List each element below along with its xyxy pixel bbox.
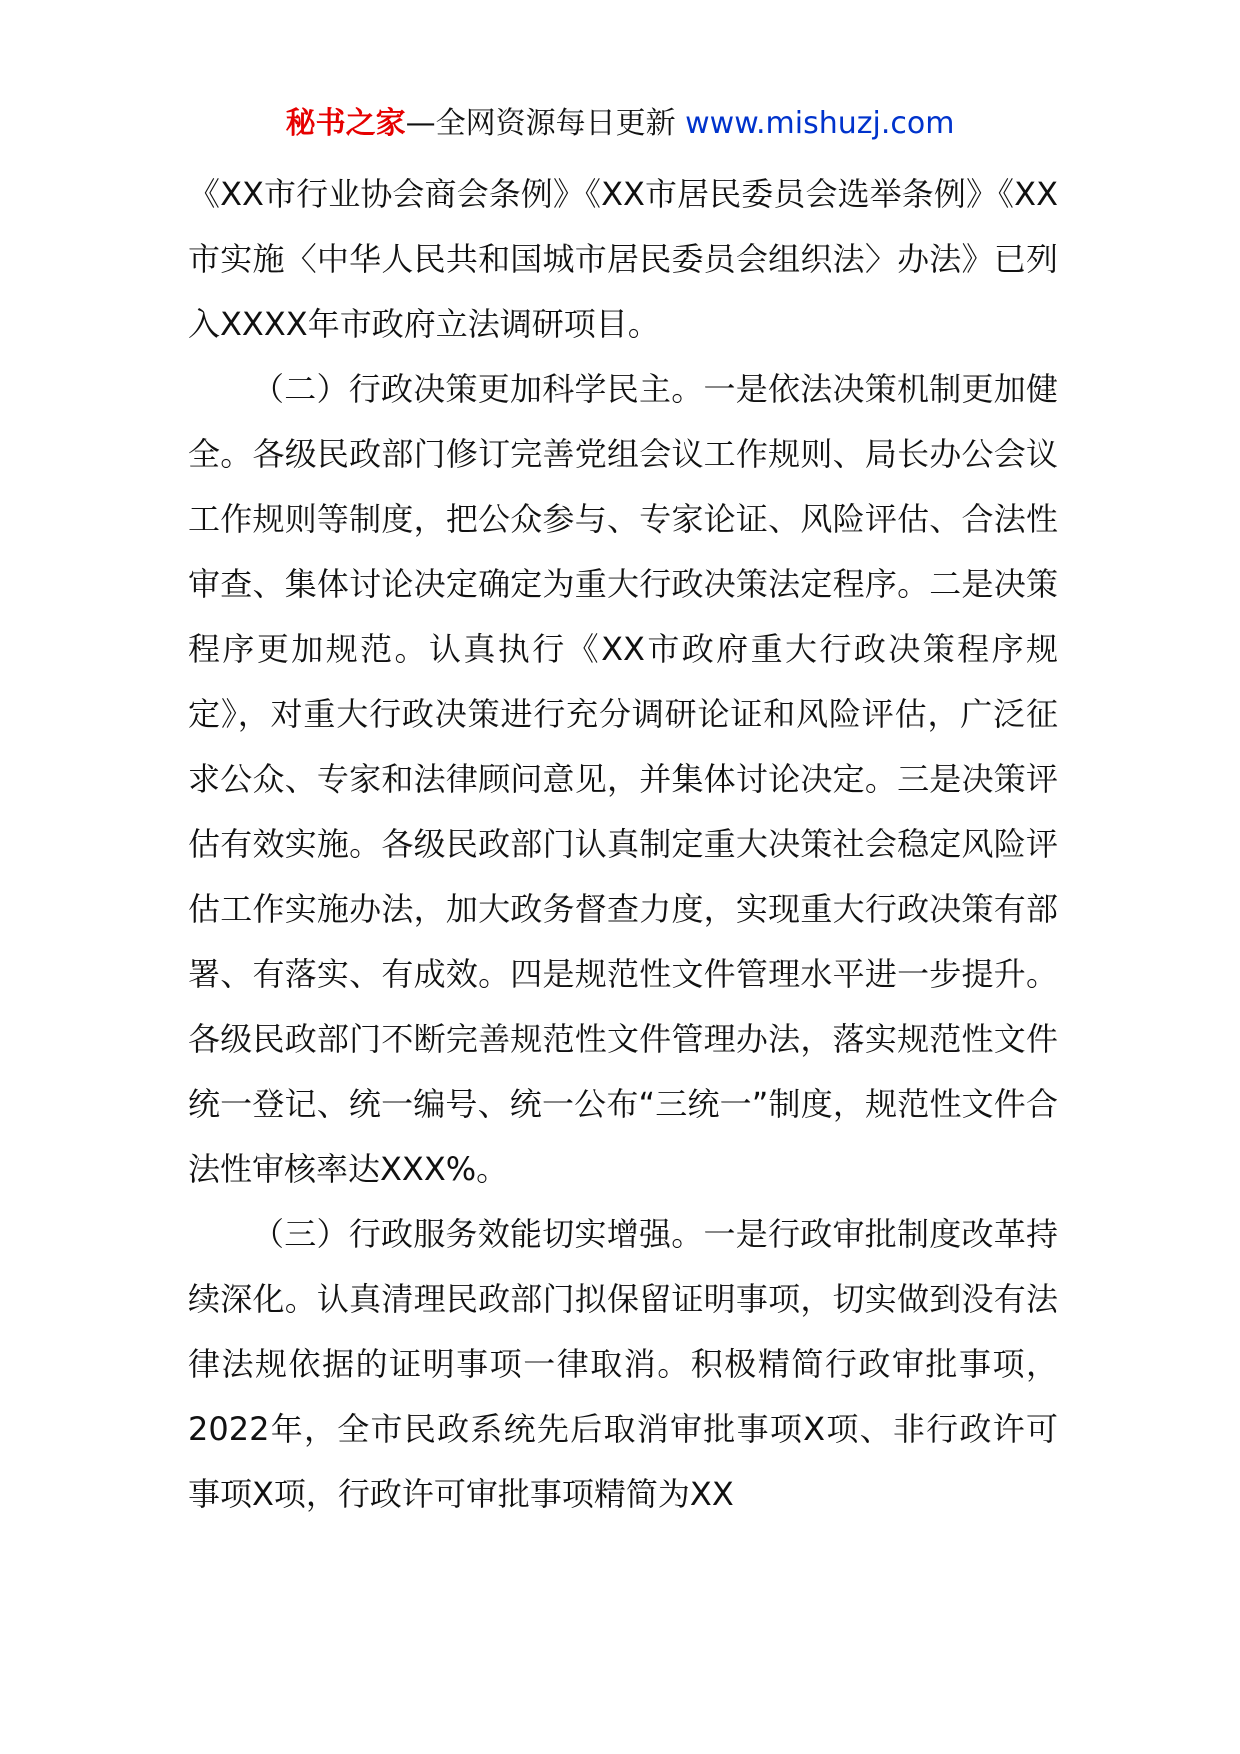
paragraph-section-3: （三）行政服务效能切实增强。一是行政审批制度改革持续深化。认真清理民政部门拟保留证明事项，切实做到没有法律法规依据的证明事项一律取消。积极精简行政审批事项，2022年，全市民政系统先后取消审批事项X项、非行政许可事项X项，行政许可审批事项精简为XX <box>188 1215 1058 1513</box>
site-url-link[interactable]: www.mishuzj.com <box>685 106 955 141</box>
site-tagline: —全网资源每日更新 <box>405 106 676 141</box>
document-body <box>188 162 1058 1527</box>
site-header <box>0 104 1240 144</box>
paragraph-section-2: （二）行政决策更加科学民主。一是依法决策机制更加健全。各级民政部门修订完善党组会议工作规则、局长办公会议工作规则等制度，把公众参与、专家论证、风险评估、合法性审查、集体讨论决定确定为重大行政决策法定程序。二是决策程序更加规范。认真执行《XX市政府重大行政决策程序规定》，对重大行政决策进行充分调研论证和风险评估，广泛征求公众、专家和法律顾问意见，并集体讨论决定。三是决策评估有效实施。各级民政部门认真制定重大决策社会稳定风险评估工作实施办法，加大政务督查力度，实现重大行政决策有部署、有落实、有成效。四是规范性文件管理水平进一步提升。各级民政部门不断完善规范性文件管理办法，落实规范性文件统一登记、统一编号、统一公布“三统一”制度，规范性文件合法性审核率达XXX%。 <box>188 370 1058 1188</box>
site-brand: 秘书之家 <box>285 106 406 141</box>
paragraph-continuation: 《XX市行业协会商会条例》《XX市居民委员会选举条例》《XX市实施〈中华人民共和国城市居民委员会组织法〉办法》已列入XXXX年市政府立法调研项目。 <box>188 175 1058 343</box>
